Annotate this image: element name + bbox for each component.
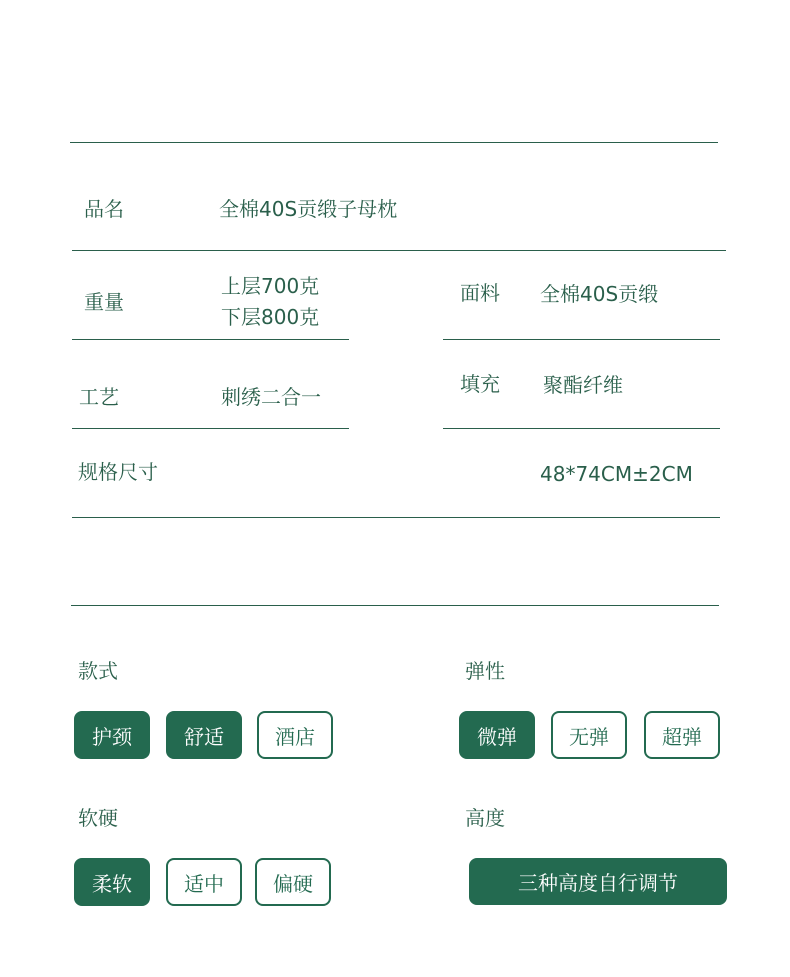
height-option-adjustable[interactable]: 三种高度自行调节 (469, 858, 727, 905)
row-divider-fabric (443, 339, 720, 340)
size-label: 规格尺寸 (78, 460, 158, 484)
style-option-comfort[interactable]: 舒适 (166, 711, 242, 759)
elasticity-option-none[interactable]: 无弹 (551, 711, 627, 759)
name-label: 品名 (84, 197, 124, 221)
firmness-option-soft[interactable]: 柔软 (74, 858, 150, 906)
row-divider-weight (72, 339, 349, 340)
craft-label: 工艺 (79, 385, 119, 409)
firmness-label: 软硬 (78, 806, 118, 830)
row-divider-craft (72, 428, 349, 429)
filling-value: 聚酯纤维 (543, 373, 623, 397)
section-divider (71, 605, 719, 606)
height-label: 高度 (465, 806, 505, 830)
size-value: 48*74CM±2CM (540, 462, 693, 486)
style-option-neck-support[interactable]: 护颈 (74, 711, 150, 759)
weight-lower-value: 下层800克 (221, 305, 320, 329)
style-option-hotel[interactable]: 酒店 (257, 711, 333, 759)
firmness-option-firm[interactable]: 偏硬 (255, 858, 331, 906)
firmness-option-medium[interactable]: 适中 (166, 858, 242, 906)
name-value: 全棉40S贡缎子母枕 (219, 197, 398, 221)
filling-label: 填充 (460, 372, 500, 396)
row-divider-filling (443, 428, 720, 429)
table-top-divider (70, 142, 718, 143)
fabric-label: 面料 (460, 281, 500, 305)
weight-upper-value: 上层700克 (221, 274, 320, 298)
craft-value: 刺绣二合一 (221, 385, 321, 409)
fabric-value: 全棉40S贡缎 (540, 282, 659, 306)
elasticity-label: 弹性 (465, 659, 505, 683)
elasticity-option-slight[interactable]: 微弹 (459, 711, 535, 759)
style-label: 款式 (78, 659, 118, 683)
elasticity-option-super[interactable]: 超弹 (644, 711, 720, 759)
weight-label: 重量 (84, 290, 124, 314)
table-bottom-divider (72, 517, 720, 518)
row-divider-name (72, 250, 726, 251)
